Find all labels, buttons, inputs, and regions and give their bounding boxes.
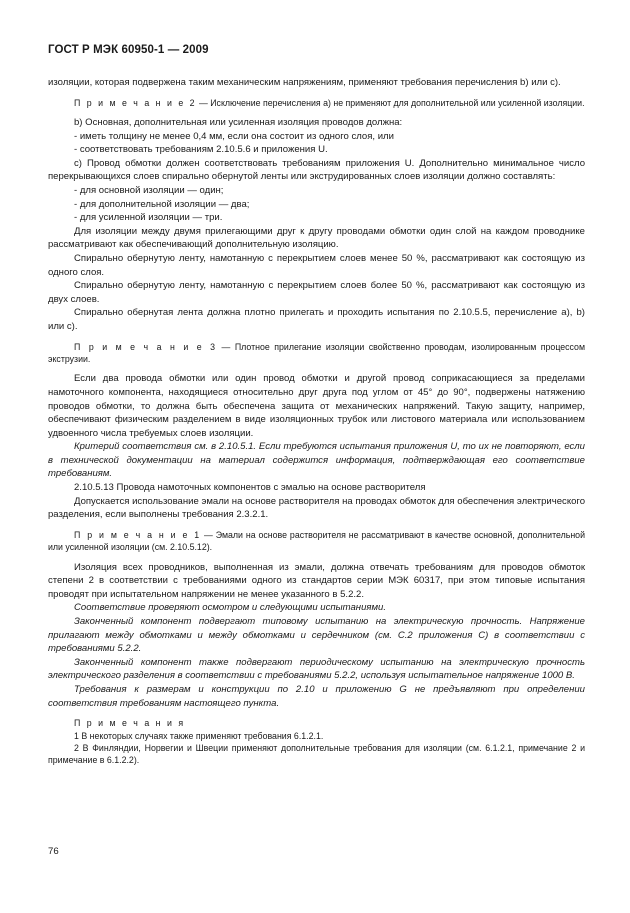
paragraph-criterion: Критерий соответствия см. в 2.10.5.1. Если требуются испытания приложения U, то их не повторяют, если в технической документации на материал содержится информация, подтверждающая его соответствие требованиям.: [48, 441, 585, 480]
item-c-text: c) Провод обмотки должен соответствовать требованиям приложения U. Дополнительно минимальное число перекрывающихся слоев спирально обернутой ленты или экструдированных слоев изоляции должно составлять:: [48, 157, 585, 183]
item-b-intro: b) Основная, дополнительная или усиленная изоляция проводов должна:: [74, 117, 403, 128]
note-label: П р и м е ч а н и е 2: [74, 97, 197, 108]
document-page: [48, 44, 585, 767]
paragraph-type-test: Законченный компонент подвергают типовому испытанию на электрическую прочность. Напряжение прилагают между обмотками и между обмотками и сердечником (см. С.2 приложения С) в соответствии с требованиями 5.2.2.: [48, 616, 585, 655]
section-title: 2.10.5.13 Провода намоточных компонентов с эмалью на основе растворителя: [74, 482, 426, 494]
paragraph-two-wires: Если два провода обмотки или один провод обмотки и другой провод соприкасающиеся за пределами намоточного компонента, находящиеся относительно друг друга под углом от 45° до 90°, подвержены натяжению проводов обмотки, то должна быть обеспечена защита от механических напряжений. Такую защиту, например, обеспечивают физическим разделением в виде изоляционных трубок или листового материала или использованием удвоенного числа требуемых слоев изоляции.: [48, 373, 585, 439]
note-label: П р и м е ч а н и е 1: [74, 529, 202, 540]
page-number: 76: [48, 846, 59, 857]
note-2: [48, 97, 585, 109]
item-b-bullet-1: - иметь толщину не менее 0,4 мм, если она состоит из одного слоя, или: [74, 130, 394, 142]
paragraph-enamel: Изоляция всех проводников, выполненная из эмали, должна отвечать требованиям для проводов обмоток степени 2 в соответствии с требованиями одного из стандартов серии МЭК 60317, при этом типовые испытания проводят при испытательном напряжении не менее указанного в 5.2.2.: [48, 561, 585, 600]
paragraph-periodic: Законченный компонент также подвергают периодическому испытанию на электрическую прочность электрического разделения в соответствии с требованиями 5.2.2, используя испытательное напряжение 1000 В.: [48, 656, 585, 682]
item-c-bullet-3: - для усиленной изоляции — три.: [74, 212, 223, 224]
item-c-bullet-2: - для дополнительной изоляции — два;: [74, 198, 250, 210]
notes-item-2: 2 В Финляндии, Норвегии и Швеции применяют дополнительные требования для изоляции (см. 6.1.2.1, примечание 2 и примечание в 6.1.2.2).: [48, 743, 585, 766]
note-text: — Исключение перечисления a) не применяют для дополнительной или усиленной изоляции.: [196, 97, 585, 108]
notes-title: П р и м е ч а н и я: [74, 718, 186, 729]
paragraph-size: Требования к размерам и конструкции по 2.10 и приложению G не предъявляют при определении соответствия требованиям настоящего пункта.: [48, 684, 585, 709]
note-text: — Эмали на основе растворителя не рассматривают в качестве основной, дополнительной или усиленной изоляции (см. 2.10.5.12).: [48, 529, 585, 553]
note-1: [48, 529, 585, 554]
item-c-bullet-1: - для основной изоляции — один;: [74, 184, 224, 196]
paragraph-tape-3: Спирально обернутая лента должна плотно прилегать и проходить испытания по 2.10.5.5, перечисление a), b) или c).: [48, 307, 585, 332]
note-label: П р и м е ч а н и е 3: [74, 341, 218, 352]
document-header: ГОСТ Р МЭК 60950-1 — 2009: [48, 44, 209, 56]
paragraph-layer: Для изоляции между двумя прилегающими друг к другу проводами обмотки один слой на каждом проводнике рассматривают как обеспечивающий дополнительную изоляцию.: [48, 225, 585, 251]
paragraph-tape-1: Спирально обернутую ленту, намотанную с перекрытием слоев менее 50 %, рассматривают как состоящую из одного слоя.: [48, 252, 585, 278]
item-b-bullet-2: - соответствовать требованиям 2.10.5.6 и приложения U.: [74, 144, 328, 156]
note-text: — Плотное прилегание изоляции свойственно проводам, изолированным процессом экструзии.: [48, 341, 585, 364]
paragraph-tape-2: Спирально обернутую ленту, намотанную с перекрытием слоев более 50 %, рассматривают как состоящую из двух слоев.: [48, 280, 585, 305]
paragraph-allowed: Допускается использование эмали на основе растворителя на проводах обмоток для обеспечения электрического разделения, если выполнены требования 2.3.2.1.: [48, 495, 585, 521]
paragraph-check: Соответствие проверяют осмотром и следующими испытаниями.: [74, 602, 386, 614]
paragraph-continuation: изоляции, которая подвержена таким механическим напряжениям, применяют требования перечисления b) или c).: [48, 77, 561, 88]
note-3: [48, 341, 585, 366]
notes-item-1: 1 В некоторых случаях также применяют требования 6.1.2.1.: [74, 730, 324, 741]
